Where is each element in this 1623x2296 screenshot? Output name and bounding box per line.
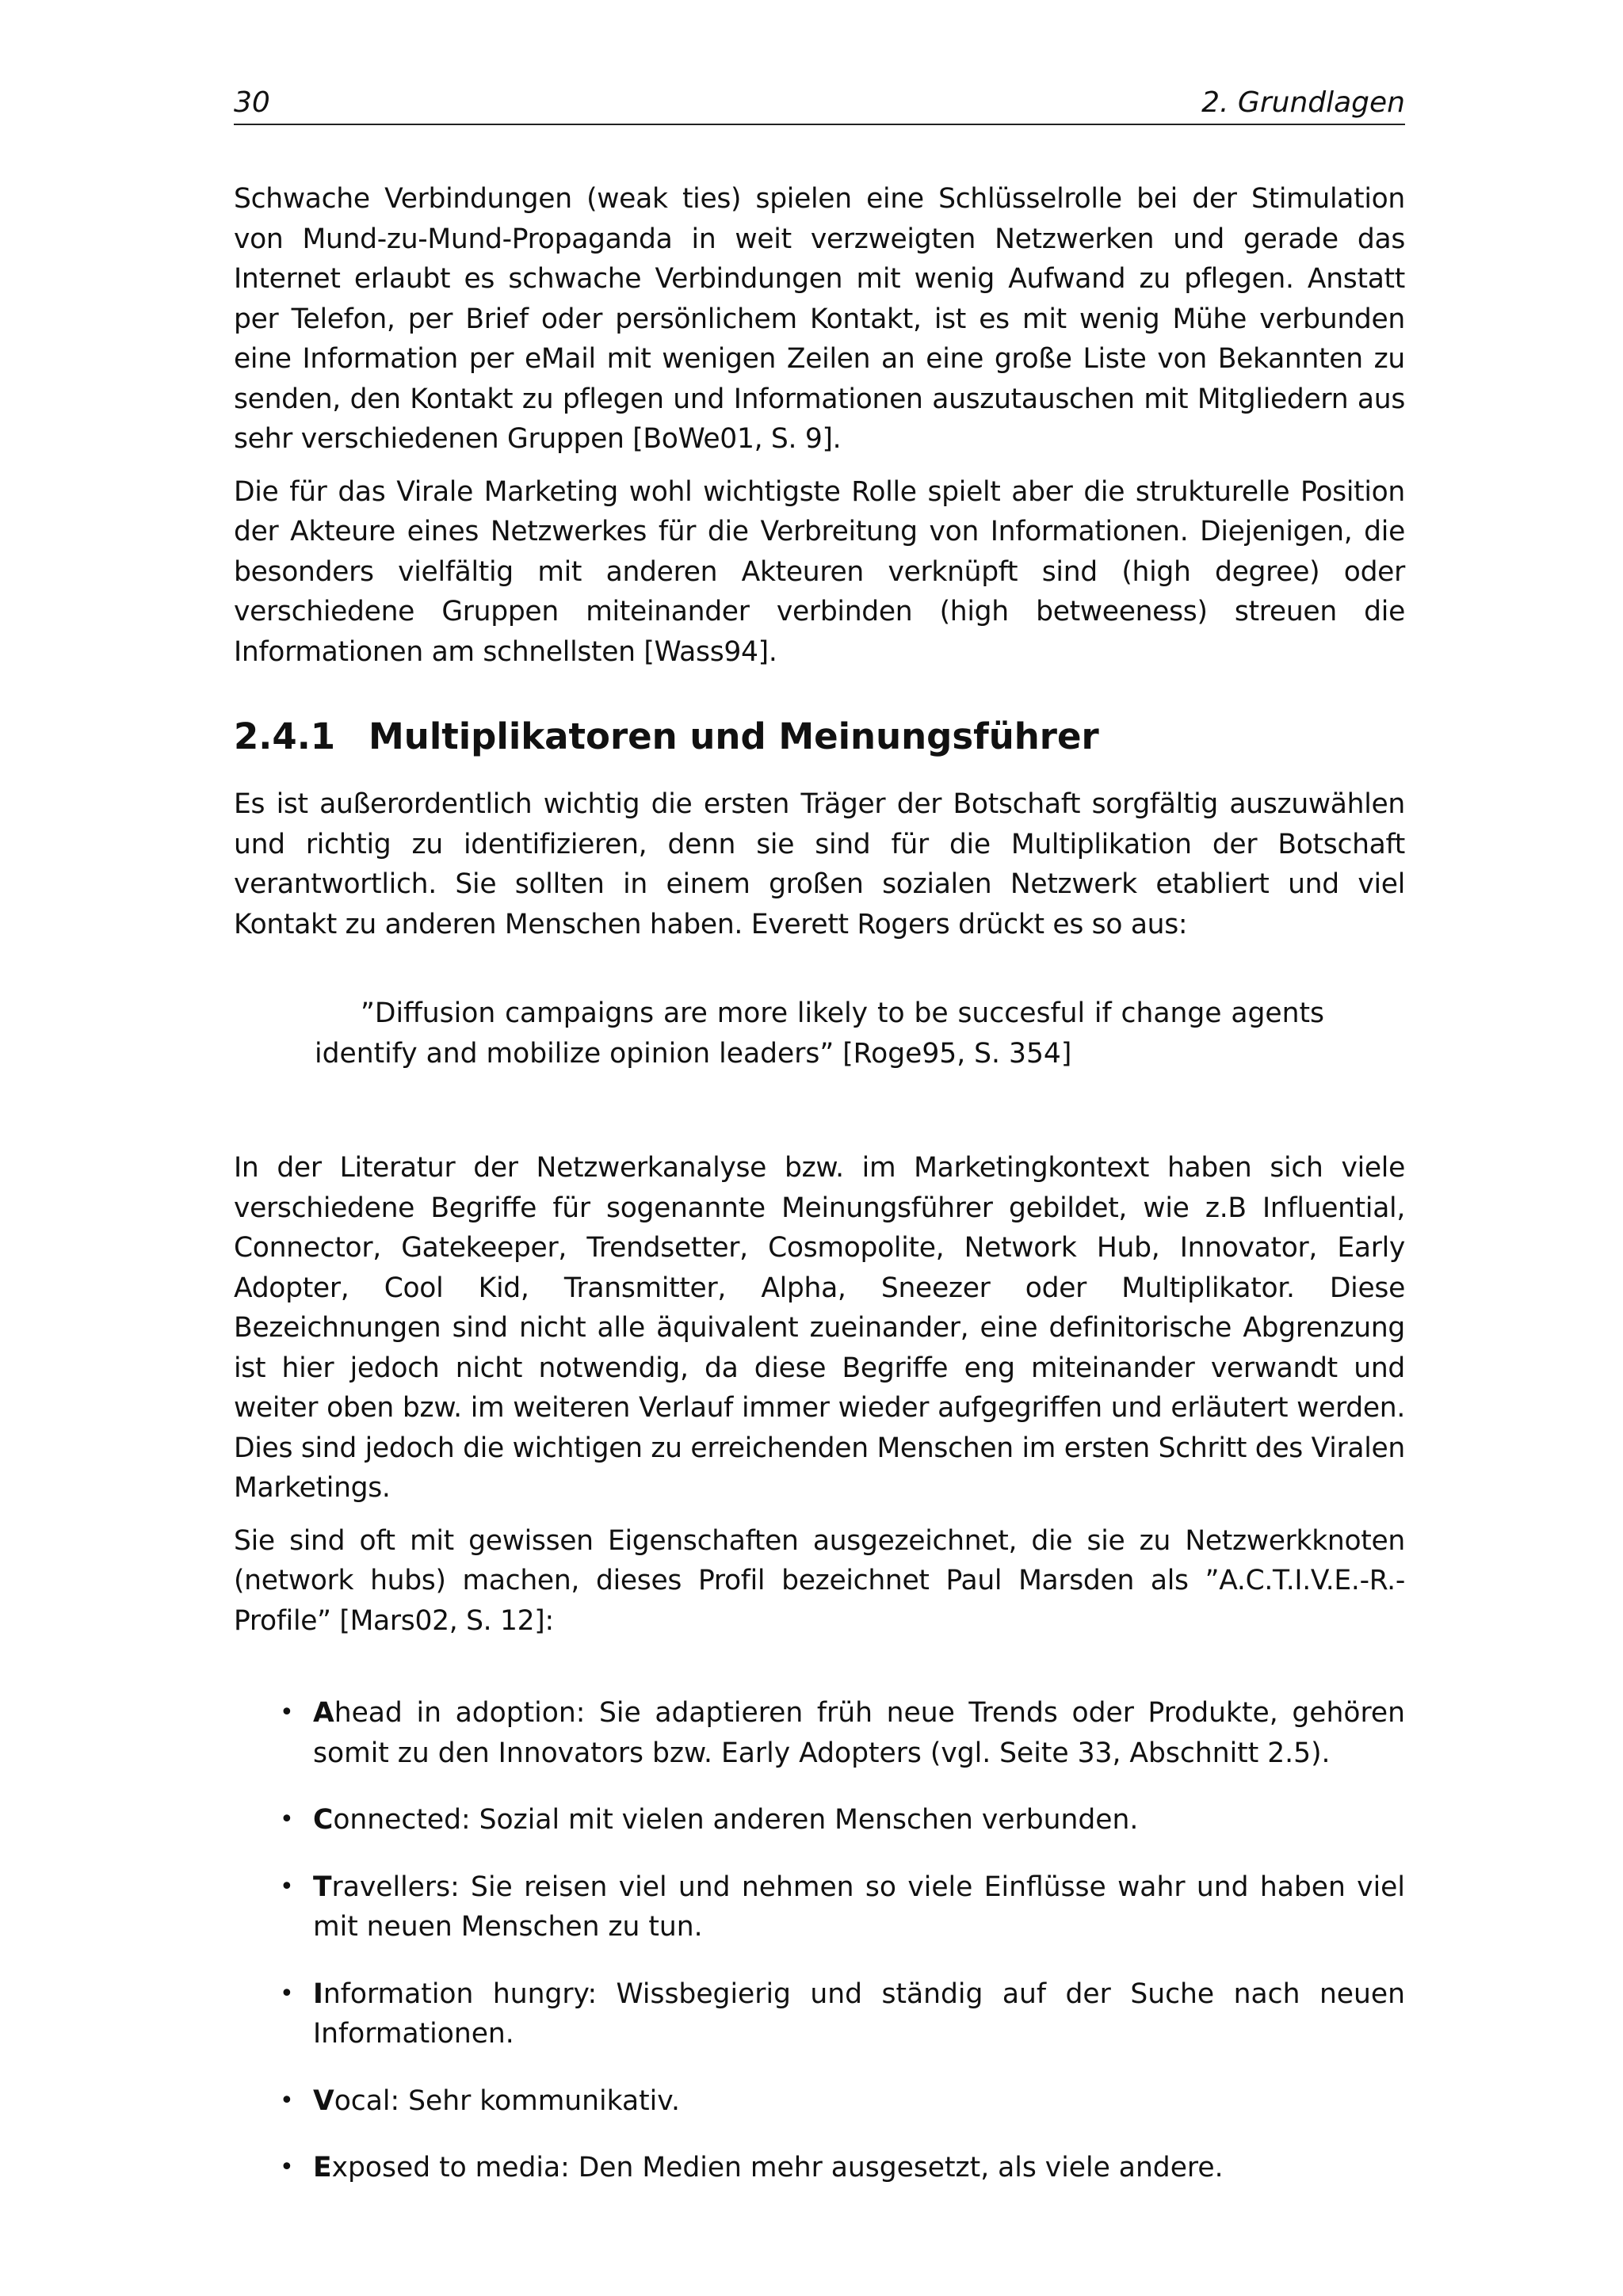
list-item: • Travellers: Sie reisen viel und nehmen so viele Einflüsse wahr und haben viel mit neuen Menschen zu tun.	[234, 1867, 1405, 1947]
chapter-title: 2. Grundlagen	[1201, 86, 1405, 119]
active-profile-list	[234, 1693, 1405, 2188]
bullet-icon: •	[280, 1872, 294, 1901]
bullet-icon: •	[280, 2086, 294, 2115]
list-item: • Connected: Sozial mit vielen anderen Menschen verbunden.	[234, 1800, 1405, 1840]
running-header	[234, 82, 1405, 125]
paragraph-first-carriers: Es ist außerordentlich wichtig die ersten Träger der Botschaft sorgfältig auszuwählen und richtig zu identifizieren, denn sie sind für die Multiplikation der Botschaft verantwortlich. Sie sollten in einem großen sozialen Netzwerk etabliert und viel Kontakt zu anderen Menschen haben. Everett Rogers drückt es so aus:	[234, 788, 1405, 940]
page-number: 30	[234, 86, 270, 119]
paragraph-weak-ties: Schwache Verbindungen (weak ties) spielen eine Schlüsselrolle bei der Stimulation von Mund-zu-Mund-Propaganda in weit verzweigten Netzwerken und gerade das Internet erlaubt es schwache Verbindungen mit wenig Aufwand zu pflegen. Anstatt per Telefon, per Brief oder persönlichem Kontakt, ist es mit wenig Mühe verbunden eine Information per eMail mit wenigen Zeilen an eine große Liste von Bekannten zu senden, den Kontakt zu pflegen und Informationen auszutauschen mit Mitgliedern aus sehr verschiedenen Gruppen [BoWe01, S. 9].	[234, 183, 1405, 455]
paragraph-literature: In der Literatur der Netzwerkanalyse bzw. im Marketingkontext haben sich viele verschiedene Begriffe für sogenannte Meinungsführer gebildet, wie z.B Influential, Connector, Gatekeeper, Trendsetter, Cosmopolite, Network Hub, Innovator, Early Adopter, Cool Kid, Transmitter, Alpha, Sneezer oder Multiplikator. Diese Bezeichnungen sind nicht alle äquivalent zueinander, eine definitorische Abgrenzung ist hier jedoch nicht notwendig, da diese Begriffe eng miteinander verwandt und weiter oben bzw. im weiteren Verlauf immer wieder aufgegriffen und erläutert werden. Dies sind jedoch die wichtigen zu erreichenden Menschen im ersten Schritt des Viralen Marketings.	[234, 1152, 1405, 1504]
section-number: 2.4.1	[234, 715, 336, 757]
section-title: Multiplikatoren und Meinungsführer	[369, 715, 1099, 757]
bullet-icon: •	[280, 2153, 294, 2181]
list-item: • Information hungry: Wissbegierig und ständig auf der Suche nach neuen Informationen.	[234, 1974, 1405, 2054]
page-body	[234, 179, 1405, 2215]
paragraph-active-profile: Sie sind oft mit gewissen Eigenschaften ausgezeichnet, die sie zu Netzwerkknoten (network hubs) machen, dieses Profil bezeichnet Paul Marsden als ”A.C.T.I.V.E.-R.-Profile” [Mars02, S. 12]:	[234, 1524, 1405, 1637]
section-heading	[234, 713, 1405, 761]
rogers-quote: ”Diffusion campaigns are more likely to be succesful if change agents identify and mobilize opinion leaders” [Roge95, S. 354]	[315, 997, 1324, 1070]
bullet-icon: •	[280, 1806, 294, 1833]
list-item: • Vocal: Sehr kommunikativ.	[234, 2081, 1405, 2122]
bullet-icon: •	[280, 1699, 294, 1726]
paragraph-structural-position: Die für das Virale Marketing wohl wichtigste Rolle spielt aber die strukturelle Position der Akteure eines Netzwerkes für die Verbreitung von Informationen. Diejenigen, die besonders vielfältig mit anderen Akteuren verknüpft sind (high degree) oder verschiedene Gruppen miteinander verbinden (high betweeness) streuen die Informationen am schnellsten [Wass94].	[234, 475, 1405, 668]
list-item: • Exposed to media: Den Medien mehr ausgesetzt, als viele andere.	[234, 2148, 1405, 2188]
list-item: • Ahead in adoption: Sie adaptieren früh neue Trends oder Produkte, gehören somit zu den Innovators bzw. Early Adopters (vgl. Seite 33, Abschnitt 2.5).	[234, 1693, 1405, 1773]
document-page	[234, 0, 1405, 2296]
bullet-icon: •	[280, 1979, 294, 2008]
